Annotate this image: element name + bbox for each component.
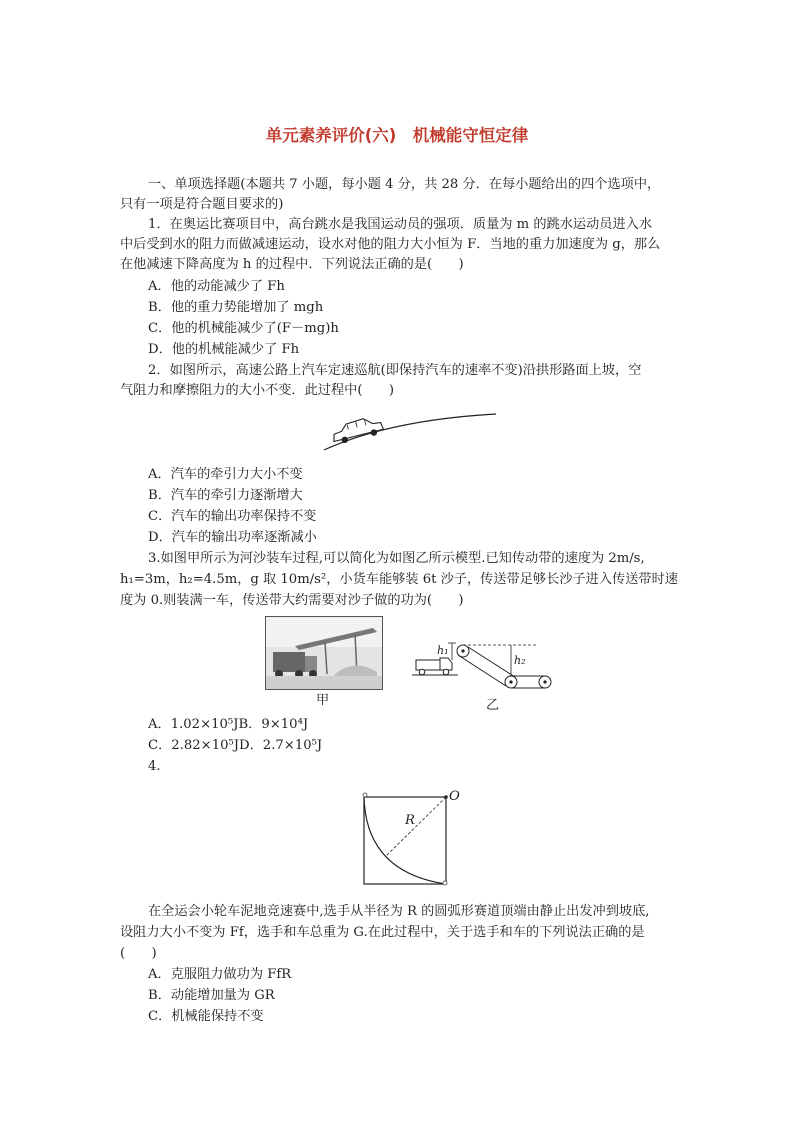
q1-option-a: A．他的动能减少了 Fh [148, 279, 285, 294]
question-1-text: 中后受到水的阻力而做减速运动，设水对他的阻力大小恒为 F．当地的重力加速度为 g，那么 [120, 237, 661, 252]
figure-label-jia: 甲 [316, 693, 330, 708]
sand-loading-photo [265, 616, 383, 690]
q1-option-c: C．他的机械能减少了(F－mg)h [148, 321, 339, 336]
question-2-text: 气阻力和摩擦阻力的大小不变．此过程中( ) [120, 383, 395, 398]
car-on-arched-road-figure [320, 408, 500, 454]
q3-option-cd: C．2.82×10⁵JD．2.7×10⁵J [148, 738, 323, 753]
q2-option-d: D．汽车的输出功率逐渐减小 [148, 530, 317, 545]
q4-option-b: B．动能增加量为 GR [148, 988, 275, 1003]
question-1-text: 1．在奥运比赛项目中，高台跳水是我国运动员的强项．质量为 m 的跳水运动员进入水 [148, 217, 653, 232]
question-3-text: 度为 0.则装满一车，传送带大约需要对沙子做的功为( ) [120, 593, 464, 608]
section-heading-line: 一、单项选择题(本题共 7 小题，每小题 4 分，共 28 分．在每小题给出的四个选项中， [148, 177, 661, 192]
figure-label-yi: 乙 [486, 698, 500, 713]
question-2-text: 2．如图所示，高速公路上汽车定速巡航(即保持汽车的速率不变)沿拱形路面上坡，空 [148, 363, 642, 378]
q2-option-c: C．汽车的输出功率保持不变 [148, 509, 317, 524]
question-4-text: ( ) [120, 946, 157, 961]
question-1-text: 在他减速下降高度为 h 的过程中．下列说法正确的是( ) [120, 257, 464, 272]
radius-r-label: R [405, 813, 415, 828]
question-3-text: 3.如图甲所示为河沙装车过程,可以简化为如图乙所示模型.已知传动带的速度为 2m/s, [148, 551, 645, 566]
question-4-text: 在全运会小轮车泥地竞速赛中,选手从半径为 R 的圆弧形赛道顶端由静止出发冲到坡底, [148, 904, 650, 919]
conveyor-belt-diagram [410, 636, 560, 692]
q4-option-c: C．机械能保持不变 [148, 1009, 264, 1024]
q1-option-d: D．他的机械能减少了 Fh [148, 342, 300, 357]
question-4-text: 设阻力大小不变为 Ff，选手和车总重为 G.在此过程中，关于选手和车的下列说法正确的是 [120, 925, 645, 940]
point-o-label: O [449, 789, 460, 804]
q2-option-b: B．汽车的牵引力逐渐增大 [148, 488, 303, 503]
q1-option-b: B．他的重力势能增加了 mgh [148, 300, 324, 315]
q3-option-ab: A．1.02×10⁵JB．9×10⁴J [148, 717, 309, 732]
h2-label: h₂ [514, 654, 526, 667]
page-title: 单元素养评价(六) 机械能守恒定律 [265, 126, 529, 145]
h1-label: h₁ [437, 644, 449, 657]
question-3-text: h₁=3m，h₂=4.5m，g 取 10m/s²，小货车能够装 6t 沙子，传送带足够长沙子进入传送带时速 [120, 572, 678, 587]
q2-option-a: A．汽车的牵引力大小不变 [148, 467, 303, 482]
section-heading-line: 只有一项是符合题目要求的) [120, 197, 284, 212]
q4-option-a: A．克服阻力做功为 FfR [148, 967, 292, 982]
question-4-number: 4. [148, 759, 161, 774]
